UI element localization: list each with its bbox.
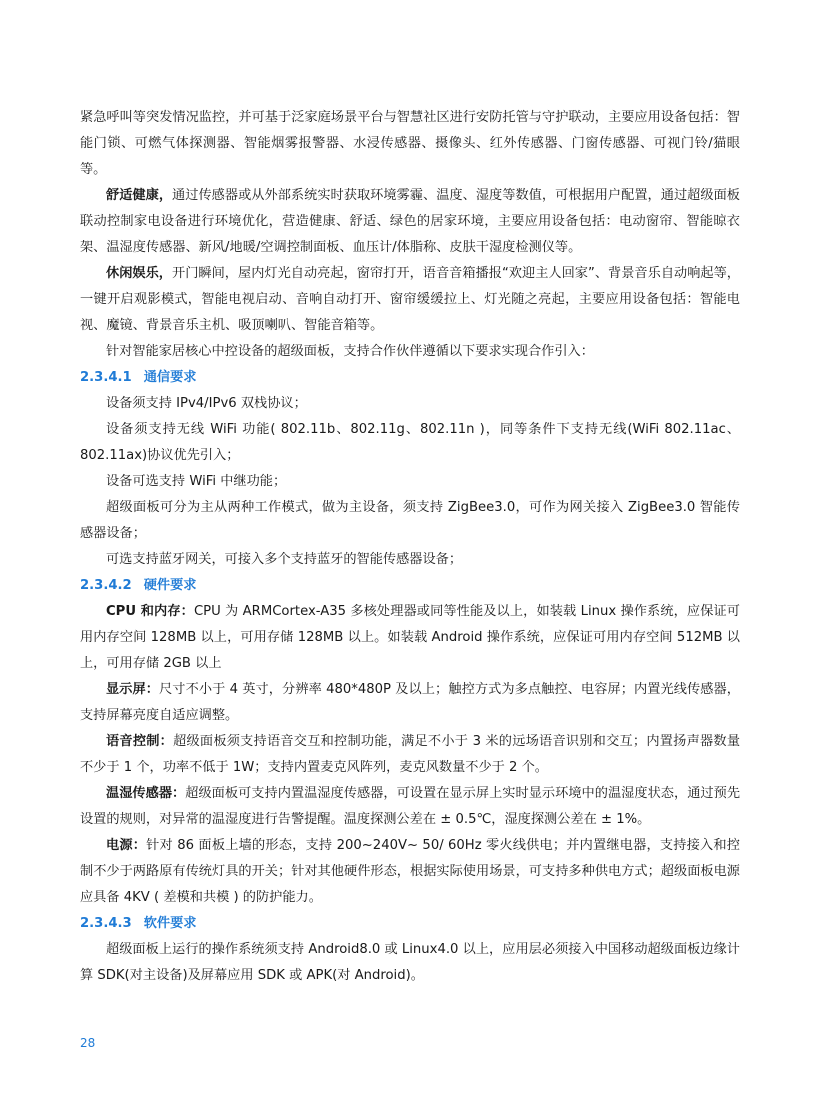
paragraph-text: 开门瞬间，屋内灯光自动亮起，窗帘打开，语音音箱播报“欢迎主人回家”、背景音乐自动响起等，一键开启观影模式，智能电视启动、音响自动打开、窗帘缓缓拉上、灯光随之亮起，主要应用设备包括：智能电视、魔镜、背景音乐主机、吸顶喇叭、智能音箱等。 xyxy=(80,266,740,333)
keyword-voice-control: 语音控制： xyxy=(106,734,174,749)
section-number: 2.3.4.1 xyxy=(80,370,132,385)
paragraph-leisure xyxy=(80,261,740,339)
hw-text: 超级面板可支持内置温湿度传感器，可设置在显示屏上实时显示环境中的温湿度状态，通过预先设置的规则，对异常的温湿度进行告警提醒。温度探测公差在 ± 0.5℃，湿度探测公差在 ± 1%。 xyxy=(80,786,741,827)
paragraph-text: 通过传感器或从外部系统实时获取环境雾霾、温度、湿度等数值，可根据用户配置，通过超级面板联动控制家电设备进行环境优化，营造健康、舒适、绿色的居家环境，主要应用设备包括：电动窗帘、智能晾衣架、温湿度传感器、新风/地暖/空调控制面板、血压计/体脂称、皮肤干湿度检测仪等。 xyxy=(80,188,740,255)
section-title: 硬件要求 xyxy=(143,578,197,593)
comm-item: 设备须支持 IPv4/IPv6 双栈协议； xyxy=(106,396,307,411)
keyword-cpu-memory: CPU 和内存： xyxy=(106,604,194,619)
hw-text: CPU 为 ARMCortex-A35 多核处理器或同等性能及以上，如装载 Linux 操作系统，应保证可用内存空间 128MB 以上，可用存储 128MB 以上。如装载 Android 操作系统，应保证可用内存空间 512MB 以上，可用存储 2GB 以上 xyxy=(80,604,740,671)
page-number: 28 xyxy=(80,1036,96,1050)
section-heading-hardware xyxy=(80,573,740,599)
comm-item: 超级面板可分为主从两种工作模式，做为主设备，须支持 ZigBee3.0，可作为网关接入 ZigBee3.0 智能传感器设备； xyxy=(80,500,740,541)
hw-text: 针对 86 面板上墙的形态，支持 200~240V~ 50/ 60Hz 零火线供电；并内置继电器，支持接入和控制不少于两路原有传统灯具的开关；针对其他硬件形态，根据实际使用场景，可支持多种供电方式；超级面板电源应具备 4KV ( 差模和共模 ) 的防护能力。 xyxy=(80,838,740,905)
comm-item: 设备可选支持 WiFi 中继功能； xyxy=(106,474,287,489)
section-title: 通信要求 xyxy=(143,370,197,385)
keyword-temp-humidity: 温湿传感器： xyxy=(106,786,186,801)
comm-item: 设备须支持无线 WiFi 功能( 802.11b、802.11g、802.11n )，同等条件下支持无线(WiFi 802.11ac、802.11ax)协议优先引入； xyxy=(80,422,740,463)
paragraph-intro: 针对智能家居核心中控设备的超级面板，支持合作伙伴遵循以下要求实现合作引入： xyxy=(106,344,594,359)
section-heading-communication xyxy=(80,365,740,391)
hw-voice-control xyxy=(80,729,740,781)
section-title: 软件要求 xyxy=(143,916,197,931)
keyword-display: 显示屏： xyxy=(106,682,160,697)
page-content xyxy=(80,105,740,989)
hw-display xyxy=(80,677,740,729)
keyword-leisure: 休闲娱乐， xyxy=(106,266,172,281)
hw-temp-humidity xyxy=(80,781,740,833)
paragraph-security-continued: 紧急呼叫等突发情况监控，并可基于泛家庭场景平台与智慧社区进行安防托管与守护联动，主要应用设备包括：智能门锁、可燃气体探测器、智能烟雾报警器、水浸传感器、摄像头、红外传感器、门窗传感器、可视门铃/猫眼等。 xyxy=(80,110,740,177)
section-number: 2.3.4.2 xyxy=(80,578,132,593)
hw-cpu-memory xyxy=(80,599,740,677)
section-heading-software xyxy=(80,911,740,937)
hw-text: 超级面板须支持语音交互和控制功能，满足不小于 3 米的远场语音识别和交互；内置扬声器数量不少于 1 个，功率不低于 1W；支持内置麦克风阵列，麦克风数量不少于 2 个。 xyxy=(80,734,741,775)
section-number: 2.3.4.3 xyxy=(80,916,132,931)
hw-power xyxy=(80,833,740,911)
paragraph-comfort-health xyxy=(80,183,740,261)
hw-text: 尺寸不小于 4 英寸，分辨率 480*480P 及以上；触控方式为多点触控、电容屏；内置光线传感器，支持屏幕亮度自适应调整。 xyxy=(80,682,740,723)
keyword-power: 电源： xyxy=(106,838,147,853)
keyword-comfort-health: 舒适健康， xyxy=(106,188,173,203)
comm-item: 可选支持蓝牙网关，可接入多个支持蓝牙的智能传感器设备； xyxy=(106,552,463,567)
sw-item: 超级面板上运行的操作系统须支持 Android8.0 或 Linux4.0 以上，应用层必须接入中国移动超级面板边缘计算 SDK(对主设备)及屏幕应用 SDK 或 APK(对 Android)。 xyxy=(80,942,740,983)
